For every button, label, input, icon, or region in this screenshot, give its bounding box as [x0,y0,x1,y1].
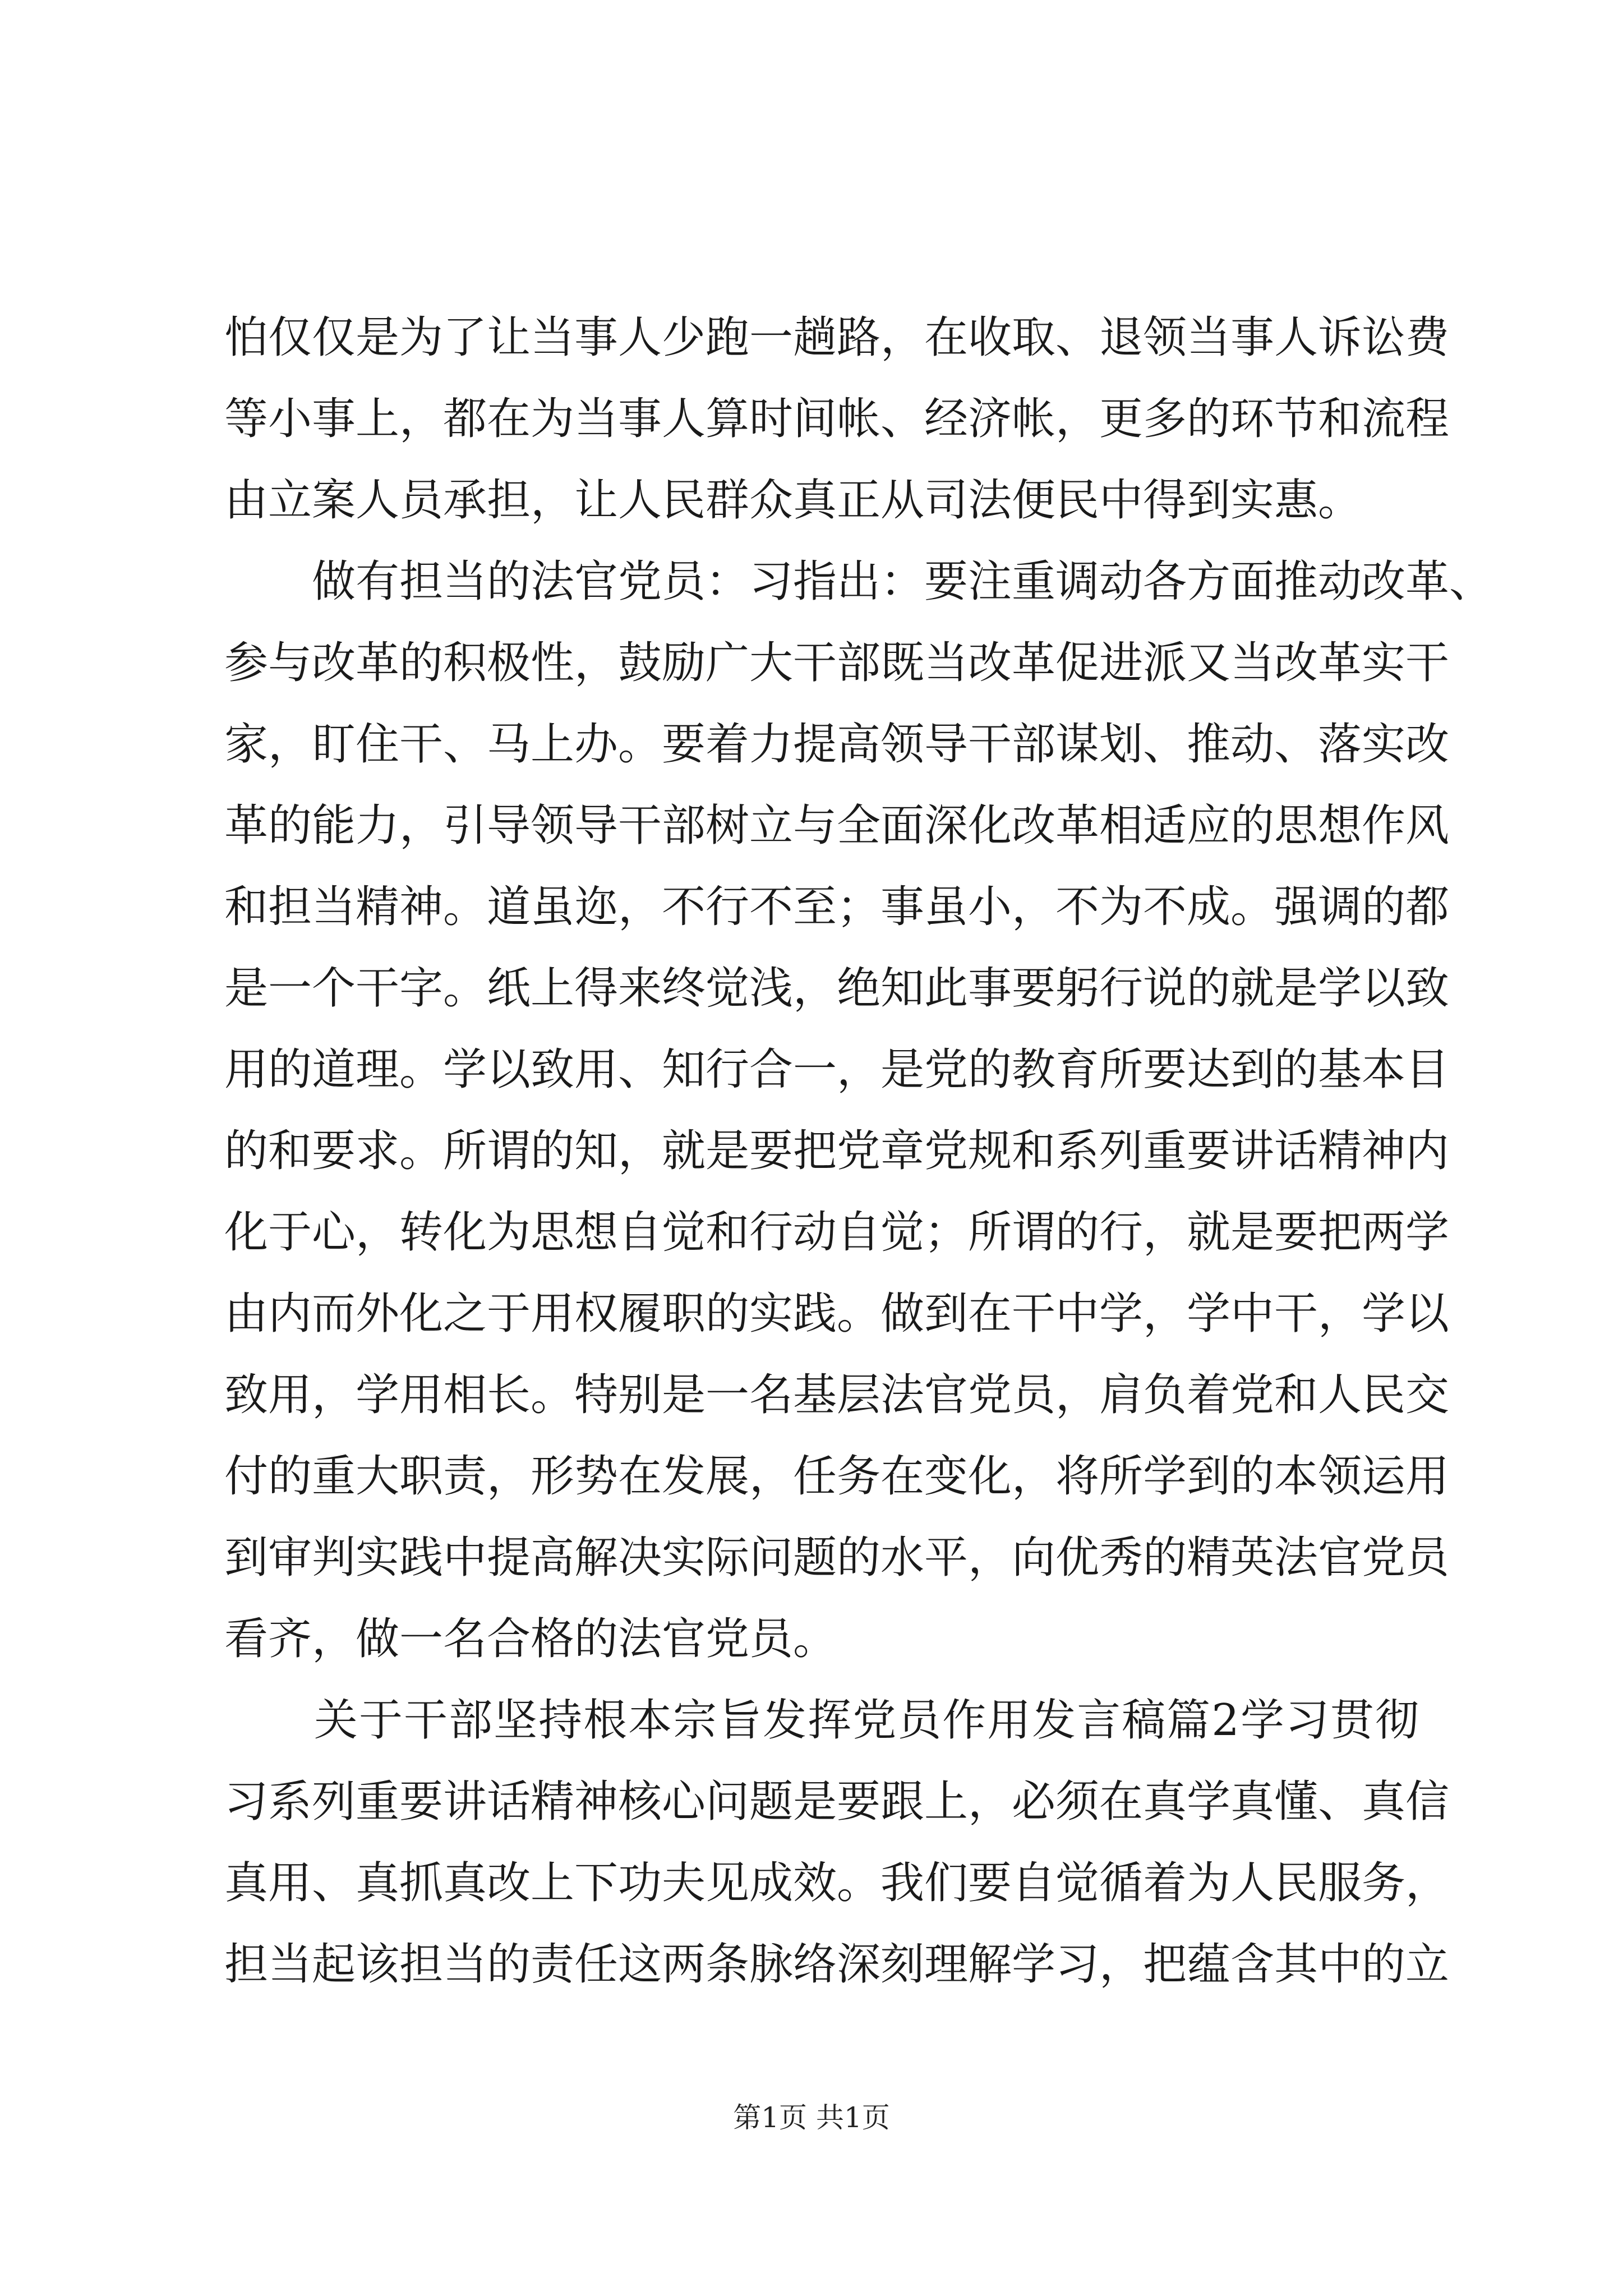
text-line: 致用，学用相长。特别是一名基层法官党员，肩负着党和人民交 [224,1370,1450,1420]
page-footer: 第1页 共1页 [733,2101,890,2134]
text-line: 和担当精神。道虽迩，不行不至；事虽小，不为不成。强调的都 [224,882,1450,932]
text-line: 付的重大职责，形势在发展，任务在变化，将所学到的本领运用 [224,1451,1450,1502]
text-line: 由内而外化之于用权履职的实践。做到在干中学，学中干，学以 [224,1289,1450,1339]
text-line: 怕仅仅是为了让当事人少跑一趟路，在收取、退领当事人诉讼费 [224,312,1450,363]
text-line: 参与改革的积极性，鼓励广大干部既当改革促进派又当改革实干 [224,638,1450,688]
text-line: 担当起该担当的责任这两条脉络深刻理解学习，把蕴含其中的立 [224,1939,1450,1990]
paragraph-3 [224,1680,1450,2005]
text-line: 用的道理。学以致用、知行合一，是党的教育所要达到的基本目 [224,1045,1450,1095]
paragraph-1 [224,297,1450,541]
text-line: 看齐，做一名合格的法官党员。 [224,1614,837,1664]
document-body [224,297,1493,2005]
text-line: 化于心，转化为思想自觉和行动自觉；所谓的行，就是要把两学 [224,1207,1450,1258]
text-line: 到审判实践中提高解决实际问题的水平，向优秀的精英法官党员 [224,1533,1450,1583]
text-line: 家，盯住干、马上办。要着力提高领导干部谋划、推动、落实改 [224,719,1450,770]
text-line: 由立案人员承担，让人民群众真正从司法便民中得到实惠。 [224,475,1362,526]
text-line: 的和要求。所谓的知，就是要把党章党规和系列重要讲话精神内 [224,1126,1450,1176]
text-line: 等小事上，都在为当事人算时间帐、经济帐，更多的环节和流程 [224,394,1450,444]
text-line: 革的能力，引导领导干部树立与全面深化改革相适应的思想作风 [224,800,1450,851]
text-line: 真用、真抓真改上下功夫见成效。我们要自觉循着为人民服务， [224,1858,1450,1908]
paragraph-2 [224,541,1493,1680]
text-line: 做有担当的法官党员：习指出：要注重调动各方面推动改革、 [224,556,1493,607]
text-line: 习系列重要讲话精神核心问题是要跟上，必须在真学真懂、真信 [224,1777,1450,1827]
text-line: 是一个干字。纸上得来终觉浅，绝知此事要躬行说的就是学以致 [224,963,1450,1014]
text-line: 关于干部坚持根本宗旨发挥党员作用发言稿篇2学习贯彻 [224,1695,1419,1746]
